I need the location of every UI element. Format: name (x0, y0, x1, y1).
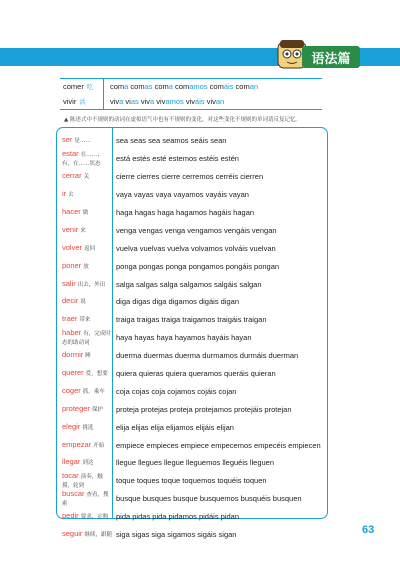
conjugation-forms: ponga pongas ponga pongamos pongáis pongan (116, 261, 280, 271)
table-row (57, 454, 327, 472)
verb-infinitive: traer (62, 314, 78, 324)
verb-meaning: 带来 (79, 317, 91, 324)
verb-meaning: 在……；有，在……状态 (62, 151, 103, 167)
conjugation-part: com (128, 82, 145, 91)
verb-meaning: 到达 (82, 460, 94, 467)
regular-conjugation-table (60, 78, 322, 110)
table-row (57, 293, 327, 311)
table-row (57, 311, 327, 329)
conjugation-forms: toque toques toque toquemos toquéis toquen (116, 476, 267, 486)
conjugation-forms: diga digas diga digamos digáis digan (116, 297, 240, 307)
conjugation-part: com (207, 82, 224, 91)
table-row (60, 94, 322, 109)
conjugation-part: viv (138, 97, 151, 106)
conjugation-forms (104, 97, 224, 106)
verb-meaning: 活 (79, 99, 86, 106)
verb-infinitive: llegar (62, 457, 81, 467)
verb-meaning: 做 (82, 210, 89, 216)
table-row (57, 526, 327, 544)
verb-meaning: 挑选 (82, 424, 94, 431)
verb-meaning: 要求，定购 (80, 514, 109, 521)
verb-infinitive: ir (62, 189, 67, 199)
verb-meaning: 来 (80, 227, 86, 234)
conjugation-forms: salga salgas salga salgamos salgáis salgan (116, 279, 262, 289)
verb-meaning: 爱，想要 (85, 371, 108, 378)
verb-meaning: 抓，乘车 (82, 388, 105, 395)
conjugation-part: amos (189, 82, 208, 91)
conjugation-forms: venga vengas venga vengamos vengáis vengan (116, 225, 277, 235)
verb-infinitive: estar (62, 148, 79, 158)
conjugation-part: an (215, 97, 225, 106)
table-row (57, 168, 327, 186)
conjugation-part: as (144, 82, 153, 91)
verb-infinitive: hacer (62, 207, 81, 216)
section-title: 语法篇 (302, 46, 360, 68)
table-row (57, 472, 327, 490)
verb-infinitive: dormir (62, 350, 84, 360)
conjugation-part: com (110, 82, 125, 91)
verb-meaning: 开始 (93, 442, 105, 449)
conjugation-forms: quiera quieras quiera queramos queráis quieran (116, 369, 276, 379)
table-row (57, 365, 327, 383)
verb-meaning: 说 (80, 299, 86, 306)
verb-infinitive: coger (62, 385, 81, 395)
table-row (57, 204, 327, 222)
conjugation-forms: haya hayas haya hayamos hayáis hayan (116, 333, 252, 343)
conjugation-forms: sea seas sea seamos seáis sean (116, 136, 227, 146)
verb-infinitive: poner (62, 260, 82, 270)
conjugation-part: viv (154, 97, 166, 106)
table-row (57, 132, 327, 150)
conjugation-part: a (119, 97, 124, 106)
verb-meaning: 保护 (91, 406, 103, 413)
verb-infinitive: venir (62, 224, 79, 234)
verb-meaning: 继续，跟随 (84, 532, 112, 539)
table-row (57, 239, 327, 257)
verb-infinitive: seguir (62, 529, 83, 539)
irregular-verb-table (56, 127, 328, 540)
conjugation-part: a (168, 82, 173, 91)
conjugation-part: com (233, 82, 250, 91)
verb-meaning: 查看，搜索 (62, 491, 109, 507)
conjugation-forms: haga hagas haga hagamos hagáis hagan (116, 208, 255, 217)
conjugation-forms: empiece empieces empiece empecemos empecéis empiecen (116, 440, 321, 450)
table-row (57, 382, 327, 400)
verb-infinitive: volver (62, 242, 83, 252)
verb-meaning: 返回 (84, 245, 96, 252)
table-row (57, 508, 327, 526)
conjugation-part: a (150, 97, 155, 106)
table-row (57, 221, 327, 239)
conjugation-forms: cierre cierres cierre cerremos cerréis cierren (116, 172, 264, 182)
verb-infinitive: salir (62, 278, 76, 288)
conjugation-part: com (172, 82, 190, 91)
conjugation-forms: busque busques busque busquemos busquéis busquen (116, 494, 302, 504)
verb-meaning: 吃 (86, 84, 93, 91)
conjugation-forms: duerma duermas duerma durmamos durmáis duerman (116, 351, 299, 361)
table-row (57, 347, 327, 365)
verb-infinitive: decir (62, 296, 79, 306)
conjugation-forms: proteja protejas proteja protejamos protejáis protejan (116, 404, 292, 414)
conjugation-forms: vuelva vuelvas vuelva volvamos volváis vuelvan (116, 243, 276, 253)
conjugation-part: áis (223, 82, 234, 91)
conjugation-part: a (124, 82, 129, 91)
conjugation-part: as (130, 97, 139, 106)
conjugation-forms: está estés esté estemos estéis estén (116, 154, 239, 164)
conjugation-part: viv (183, 97, 196, 106)
conjugation-part: amos (165, 97, 184, 106)
table-row (57, 400, 327, 418)
verb-infinitive: empezar (62, 439, 92, 449)
verb-meaning: 有，完成时态的助动词 (62, 330, 111, 346)
verb-infinitive: elegir (62, 421, 81, 431)
conjugation-part: viv (204, 97, 216, 106)
table-row (57, 150, 327, 168)
verb-infinitive: buscar (62, 488, 85, 498)
verb-infinitive: haber (62, 327, 82, 337)
verb-infinitive: cerrar (62, 171, 82, 181)
verb-meaning: 出去，外出 (77, 281, 106, 288)
conjugation-part: com (152, 82, 169, 91)
table-row (57, 436, 327, 454)
table-row (57, 490, 327, 508)
conjugation-forms: llegue llegues llegue lleguemos lleguéis lleguen (116, 458, 275, 468)
table-row (57, 257, 327, 275)
verb-infinitive: ser (62, 135, 73, 145)
note-text: ▲ 陈述式中不规则的动词在虚拟语气中也有不规则的变化，对这些变化不规则的单词请反复记忆。 (64, 117, 301, 123)
table-row (57, 418, 327, 436)
verb-meaning: 是…… (74, 138, 91, 145)
conjugation-part: viv (110, 97, 120, 106)
conjugation-forms: coja cojas coja cojamos cojáis cojan (116, 386, 237, 396)
verb-infinitive: vivir (63, 97, 77, 106)
table-row (57, 275, 327, 293)
conjugation-forms: elija elijas elija elijamos elijáis elijan (116, 422, 234, 432)
verb-meaning: 睡 (85, 353, 91, 360)
conjugation-forms: siga sigas siga sigamos sigáis sigan (116, 530, 237, 540)
conjugation-part: vi (123, 97, 131, 106)
verb-infinitive: comer (63, 82, 84, 91)
conjugation-forms (104, 82, 258, 91)
verb-infinitive: proteger (62, 403, 90, 413)
verb-infinitive: querer (62, 368, 84, 378)
table-row (57, 186, 327, 204)
conjugation-part: an (249, 82, 259, 91)
verb-meaning: 去 (68, 192, 74, 199)
conjugation-forms: traiga traigas traiga traigamos traigáis traigan (116, 315, 267, 325)
verb-meaning: 放 (83, 263, 89, 270)
table-row (60, 79, 322, 94)
verb-infinitive: pedir (62, 511, 79, 521)
verb-meaning: 关 (83, 174, 90, 181)
conjugation-part: áis (195, 97, 205, 106)
page-number: 63 (362, 524, 375, 536)
conjugation-forms: vaya vayas vaya vayamos vayáis vayan (116, 190, 249, 200)
conjugation-forms: pida pidas pida pidamos pidáis pidan (116, 512, 240, 522)
table-row (57, 329, 327, 347)
verb-meaning: 演奏，触摸，轮到 (62, 473, 103, 489)
verb-infinitive: tocar (62, 470, 79, 480)
